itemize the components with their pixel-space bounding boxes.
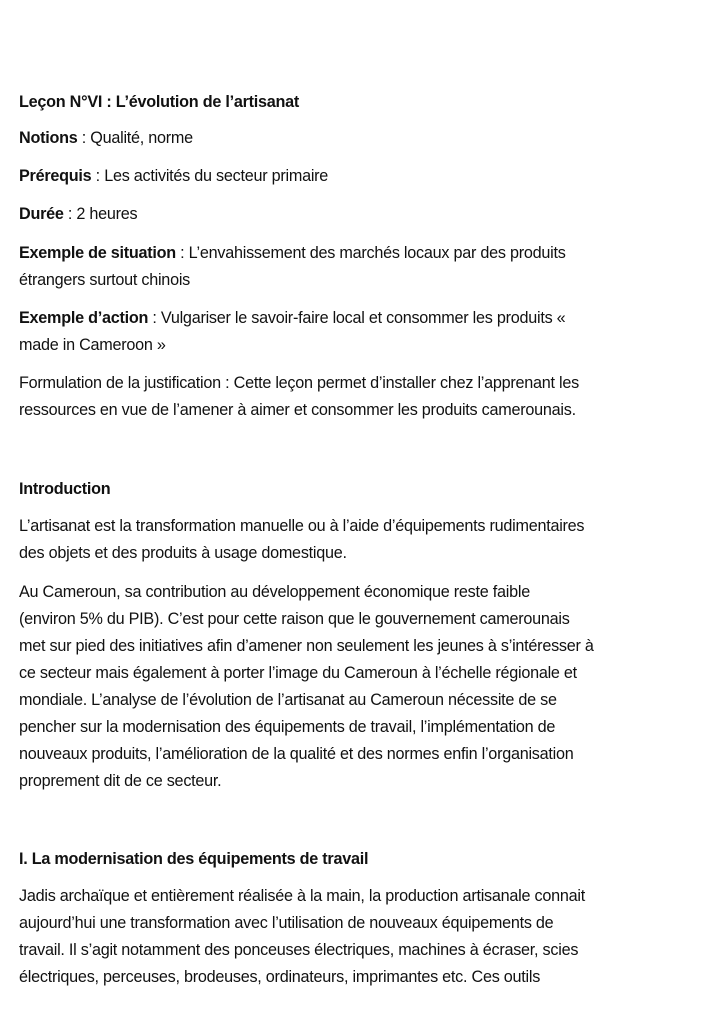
field-prerequis [19,166,328,186]
action-text-line1: Vulgariser le savoir-faire local et consommer les produits « [160,309,566,327]
paragraph-line: ce secteur mais également à porter l’image du Cameroun à l’échelle régionale et [19,664,577,682]
action-label: Exemple d’action [19,309,149,327]
action-text-line2: made in Cameroon » [19,336,166,354]
paragraph-line: proprement dit de ce secteur. [19,772,222,790]
field-separator: : [91,167,105,185]
situation-text-line2: étrangers surtout chinois [19,271,191,289]
paragraph-line: aujourd’hui une transformation avec l’utilisation de nouveaux équipements de [19,914,554,932]
introduction-heading: Introduction [19,480,111,498]
introduction-paragraph-1 [19,513,709,567]
situation-label: Exemple de situation [19,244,176,262]
paragraph-line: met sur pied des initiatives afin d’amener non seulement les jeunes à s’intéresser à [19,637,594,655]
situation-example [19,240,709,294]
paragraph-line: électriques, perceuses, brodeuses, ordinateurs, imprimantes etc. Ces outils [19,968,541,986]
justification-line: Formulation de la justification : Cette leçon permet d’installer chez l’apprenant les [19,374,579,392]
field-label: Prérequis [19,167,92,185]
field-notions [19,128,193,148]
paragraph-line: nouveaux produits, l’amélioration de la qualité et des normes enfin l’organisation [19,745,574,763]
field-value: Qualité, norme [90,129,193,147]
field-separator: : [77,129,91,147]
section-1-paragraph-1 [19,883,709,991]
action-separator: : [148,309,161,327]
paragraph-line: Jadis archaïque et entièrement réalisée à la main, la production artisanale connait [19,887,585,905]
field-label: Durée [19,205,64,223]
paragraph-line: pencher sur la modernisation des équipements de travail, l’implémentation de [19,718,556,736]
paragraph-line: mondiale. L’analyse de l’évolution de l’artisanat au Cameroun nécessite de se [19,691,557,709]
field-label: Notions [19,129,78,147]
paragraph-line: des objets et des produits à usage domestique. [19,544,347,562]
situation-text-line1: L’envahissement des marchés locaux par des produits [188,244,566,262]
action-example [19,305,709,359]
field-duree [19,204,137,224]
paragraph-line: L’artisanat est la transformation manuelle ou à l’aide d’équipements rudimentaires [19,517,585,535]
field-separator: : [63,205,77,223]
justification-line: ressources en vue de l’amener à aimer et consommer les produits camerounais. [19,401,576,419]
field-value: Les activités du secteur primaire [104,167,329,185]
paragraph-line: Au Cameroun, sa contribution au développement économique reste faible [19,583,530,601]
lesson-title: Leçon N°VI : L’évolution de l’artisanat [19,93,300,111]
field-value: 2 heures [76,205,138,223]
situation-separator: : [175,244,189,262]
paragraph-line: (environ 5% du PIB). C’est pour cette raison que le gouvernement camerounais [19,610,570,628]
introduction-paragraph-2 [19,579,709,795]
paragraph-line: travail. Il s’agit notamment des ponceuses électriques, machines à écraser, scies [19,941,579,959]
section-1-heading: I. La modernisation des équipements de travail [19,850,369,868]
justification-paragraph [19,370,709,424]
